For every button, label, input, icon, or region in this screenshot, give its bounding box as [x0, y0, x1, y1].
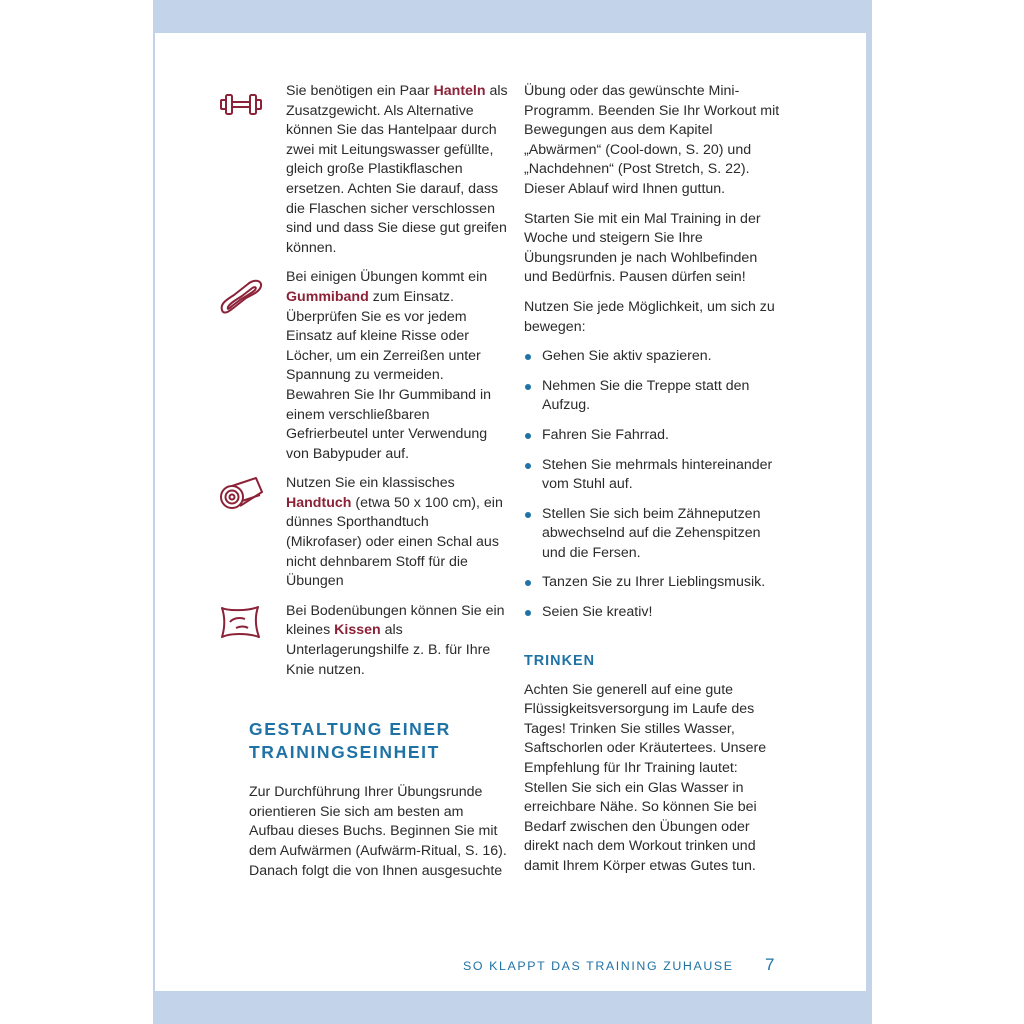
equipment-text-before: Bei Bodenübungen können Sie ein kleines [286, 602, 505, 639]
drink-heading: TRINKEN [524, 652, 595, 669]
list-item: Stellen Sie sich beim Zähneputzen abwechselnd auf die Zehenspitzen und die Fersen. [524, 505, 784, 564]
bullet-icon [525, 610, 531, 616]
equipment-keyword: Gummiband [286, 288, 369, 305]
paragraph: Nutzen Sie jede Möglichkeit, um sich zu bewegen: [524, 298, 775, 335]
equipment-item-towel [286, 474, 508, 592]
bullet-icon [525, 354, 531, 360]
equipment-text-after: als Unterlagerungshilfe z. B. für Ihre Knie nutzen. [286, 622, 491, 678]
equipment-text-before: Bei einigen Übungen kommt ein [286, 269, 488, 286]
equipment-keyword: Handtuch [286, 494, 352, 511]
equipment-text-after: zum Einsatz. Überprüfen Sie es vor jedem Einsatz auf kleine Risse oder Löcher, um ein Zerreißen unter Spannung zu vermeiden. Bewahren Sie Ihr Gummiband in einem verschließbaren Gefrierbeutel unter Verwendung von Babypuder auf. [286, 288, 492, 462]
equipment-keyword: Kissen [334, 622, 381, 639]
left-column [249, 82, 508, 881]
equipment-text-before: Nutzen Sie ein klassisches [286, 475, 455, 492]
page-number: 7 [765, 955, 775, 974]
equipment-item-band [286, 268, 508, 464]
rolled-towel-icon [218, 474, 264, 514]
equipment-text-before: Sie benötigen ein Paar [286, 83, 430, 99]
paragraph: Übung oder das gewünschte Mini-Programm. Beenden Sie Ihr Workout mit Bewegungen aus dem Kapitel „Abwärmen“ (Cool-down, S. 20) und „Nachdehnen“ (Post Stretch, S. 22). Dieser Ablauf wird Ihnen guttun. [524, 83, 780, 197]
equipment-item-dumbbells [286, 82, 508, 258]
bullet-icon [525, 433, 531, 439]
equipment-text-after: als Zusatzgewicht. Als Alternative können Sie das Hantelpaar durch zwei mit Leitungswasser gefüllte, gleich große Plastikflaschen ersetzen. Achten Sie darauf, dass die Flaschen sicher verschlossen sind und dass Sie diese gut greifen können. [286, 83, 508, 256]
right-column [524, 82, 784, 877]
drink-text: Achten Sie generell auf eine gute Flüssigkeitsversorgung im Laufe des Tages! Trinken Sie stilles Wasser, Saftschorlen oder Kräutertees. Unsere Empfehlung für Ihr Training lautet: Stellen Sie sich ein Glas Wasser in erreichbare Nähe. So können Sie bei Bedarf zwischen den Übungen oder direkt nach dem Workout trinken und damit Ihrem Körper etwas Gutes tun. [524, 681, 767, 874]
bullet-icon [525, 512, 531, 518]
bullet-icon [525, 384, 531, 390]
bullet-icon [525, 580, 531, 586]
paragraph: Starten Sie mit ein Mal Training in der Woche und steigern Sie Ihre Übungsrunden je nach Wohlbefinden und Bedürfnis. Pausen dürfen sein! [524, 210, 761, 286]
bullet-icon [525, 463, 531, 469]
book-page [155, 33, 866, 991]
activity-list [524, 347, 784, 623]
running-footer: SO KLAPPT DAS TRAINING ZUHAUSE [463, 959, 734, 973]
list-item: Gehen Sie aktiv spazieren. [524, 347, 784, 367]
section-text: Zur Durchführung Ihrer Übungsrunde orientieren Sie sich am besten am Aufbau dieses Buchs. Beginnen Sie mit dem Aufwärmen (Aufwärm-Ritual, S. 16). Danach folgt die von Ihnen ausgesuchte [249, 784, 507, 879]
equipment-text-after: (etwa 50 x 100 cm), ein dünnes Sporthandtuch (Mikrofaser) oder einen Schal aus nicht dehnbarem Stoff für die Übungen [286, 494, 503, 590]
dumbbell-icon [218, 84, 264, 124]
pillow-icon [218, 602, 264, 642]
resistance-band-icon [218, 276, 264, 316]
list-item: Stehen Sie mehrmals hintereinander vom Stuhl auf. [524, 456, 784, 495]
equipment-item-pillow [286, 602, 508, 680]
list-item: Tanzen Sie zu Ihrer Lieblingsmusik. [524, 573, 784, 593]
list-item: Nehmen Sie die Treppe statt den Aufzug. [524, 377, 784, 416]
section-heading: GESTALTUNG EINER TRAININGSEINHEIT [249, 719, 451, 763]
list-item: Seien Sie kreativ! [524, 603, 784, 623]
list-item: Fahren Sie Fahrrad. [524, 426, 784, 446]
equipment-keyword: Hanteln [433, 83, 486, 99]
